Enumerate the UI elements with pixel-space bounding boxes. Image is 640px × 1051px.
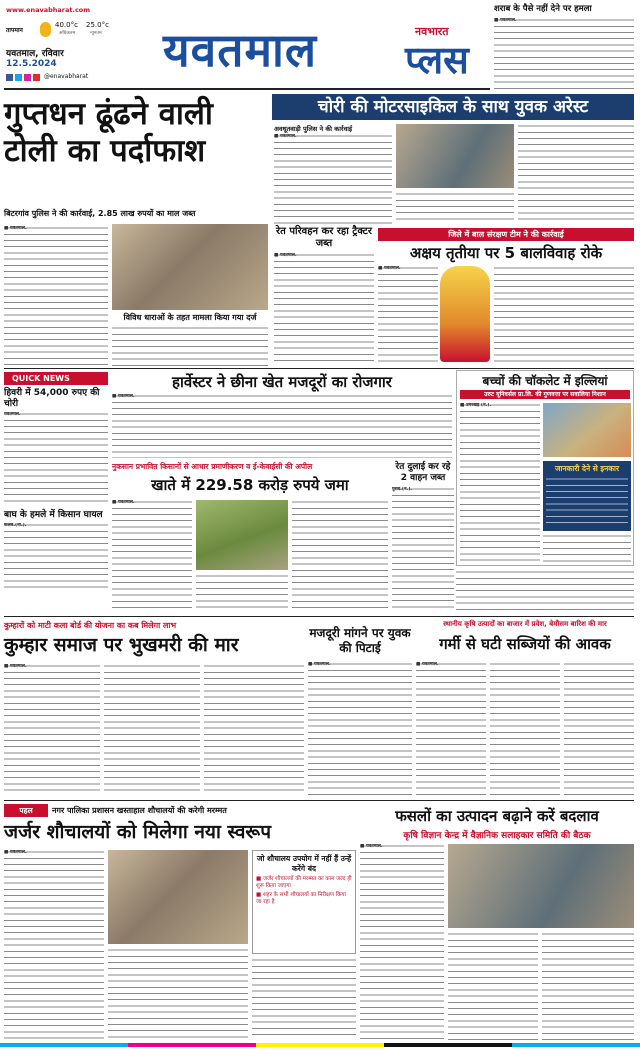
toilet-photo (108, 850, 248, 944)
potters-body-2 (104, 664, 200, 796)
agri-body-3 (542, 932, 634, 1040)
toilet-body (4, 850, 104, 1040)
toilet-body-2 (108, 948, 248, 1040)
sand-dateline: ■ यवतमाल. (274, 253, 297, 258)
crops-dateline: ■ यवतमाल. (112, 500, 135, 505)
quick-item1-body (4, 412, 108, 504)
crops-body-3 (292, 500, 388, 612)
agri-dateline: ■ यवतमाल. (360, 844, 383, 849)
agri-headline: फसलों का उत्पादन बढ़ाने करें बदलाव (395, 807, 599, 825)
quick-news-label: QUICK NEWS (4, 372, 108, 385)
potters-headline: कुम्हार समाज पर भुखमरी की मार (4, 634, 239, 656)
child-headline: अक्षय तृतीया पर 5 बालविवाह रोके (409, 244, 603, 262)
veg-body-2 (490, 662, 560, 796)
social-handle: @enavabharat (44, 73, 89, 80)
quick-item1-title: हिवरी में 54,000 रुपए की चोरी (4, 388, 100, 409)
toilet-bullet-1: ■ जर्जर शौचालयों की मरम्मत का काम जल्द ही शुरू किया जाएगा (256, 876, 352, 889)
toilet-sidebar (252, 850, 356, 954)
toilet-bullet-2: ■ शहर के सभी शौचालयों का निरीक्षण किया जा रहा है (256, 892, 346, 905)
temp-min-label: न्यूनतम (90, 31, 102, 36)
sandprice-headline: रेत दुलाई कर रहे 2 वाहन जब्त (395, 462, 451, 483)
weather-box (6, 20, 156, 42)
print-color-strip (0, 1043, 640, 1047)
agri-body-2 (448, 932, 538, 1040)
masthead-title: यवतमाल (163, 23, 318, 77)
row-rule-2 (4, 616, 634, 617)
youtube-icon[interactable] (33, 74, 40, 81)
chocolate-body-3 (456, 570, 634, 612)
temp-max: 40.0°c (55, 21, 78, 29)
bike-body-2 (396, 192, 514, 224)
quick-item2-title: बाघ के हमले में किसान घायल (4, 510, 103, 520)
chocolate-alert: जानकारी देने से इनकार (554, 464, 620, 473)
child-body-2 (494, 266, 634, 362)
crops-body-2 (196, 574, 288, 612)
crops-headline: खाते में 229.58 करोड़ रुपये जमा (151, 476, 349, 494)
potters-body-3 (204, 664, 304, 796)
bike-body-3 (518, 124, 634, 224)
potters-body (4, 664, 100, 796)
bike-photo (396, 124, 514, 188)
harvester-headline: हार्वेस्टर ने छीना खेत मजदूरों का रोजगार (172, 373, 392, 391)
chocolate-dateline: ■ उमरखेड़ (न.). (460, 403, 492, 408)
bike-dateline: ■ यवतमाल. (274, 134, 297, 139)
quick-news-item-1 (4, 388, 108, 504)
agri-body (360, 844, 444, 1040)
labour-body (308, 662, 412, 796)
sand-body (274, 253, 374, 365)
toilet-kicker: नगर पालिका प्रशासन खस्ताहाल शौचालयों की करेगी मरम्मत (52, 806, 227, 815)
temp-min: 25.0°c (86, 21, 109, 29)
toilet-label: पहल (4, 804, 48, 817)
chocolate-subhead: उरुट यूनिवर्सल प्रा.लि. की गुणवत्ता पर सवालिया निशान (460, 390, 630, 399)
child-kicker-bar (378, 228, 634, 241)
bike-kicker: अवधूतवाड़ी पुलिस ने की कार्रवाई (274, 125, 353, 133)
website-url[interactable]: www.enavabharat.com (6, 6, 91, 14)
temp-max-label: अधिकतम (59, 31, 76, 36)
quick-news-item-2 (4, 510, 108, 589)
city-day: यवतमाल, रविवार (6, 49, 64, 59)
sandprice-dateline: पुसद.(न.). (392, 487, 413, 492)
masthead-rule (4, 88, 490, 90)
bike-headline: चोरी की मोटरसाइकिल के साथ युवक अरेस्ट (317, 97, 589, 117)
sandprice-body (392, 487, 454, 611)
bike-body (274, 134, 392, 224)
child-kicker: जिले में बाल संरक्षण टीम ने की कार्रवाई (448, 230, 564, 239)
brand-big: प्लस (405, 38, 469, 82)
liquor-headline: शराब के पैसे नहीं देने पर हमला (494, 4, 592, 14)
social-bar (6, 73, 156, 83)
bike-headline-bar (272, 94, 634, 120)
crops-body (112, 500, 192, 612)
gold-body (4, 226, 108, 366)
chocolate-body-2 (543, 534, 631, 563)
row-rule-1 (4, 368, 634, 369)
temperature-label: तापमान (6, 27, 23, 34)
child-body (378, 266, 438, 362)
quick-item2-body (4, 523, 108, 589)
chocolate-photo (543, 403, 631, 457)
agri-photo (448, 844, 634, 928)
gold-body-2 (112, 326, 268, 366)
gold-caption: विविध धाराओं के तहत मामला किया गया दर्ज (123, 313, 257, 322)
gold-subhead: बिटरगांव पुलिस ने की कार्रवाई, 2.85 लाख रुपयों का माल जब्त (4, 209, 196, 218)
gold-dateline: ■ यवतमाल. (4, 226, 27, 231)
quick-item1-dateline: यवतमाल. (4, 412, 21, 417)
quick-item2-dateline: कलंब.(ना.). (4, 523, 27, 528)
veg-body-3 (564, 662, 634, 796)
sand-headline: रेत परिवहन कर रहा ट्रैक्टर जब्त (276, 226, 372, 249)
facebook-icon[interactable] (6, 74, 13, 81)
veg-body (416, 662, 486, 796)
gold-photo (112, 224, 268, 310)
instagram-icon[interactable] (24, 74, 31, 81)
child-dateline: ■ यवतमाल. (378, 266, 401, 271)
toilet-sidebar-title: जो शौचालय उपयोग में नहीं हैं उन्हें करेंगे बंद (256, 854, 352, 873)
veg-dateline: ■ यवतमाल. (416, 662, 439, 667)
story-chocolate (456, 370, 634, 566)
story-sand-tractor (274, 226, 374, 366)
brand-small: नवभारत (415, 25, 449, 38)
labour-headline: मजदूरी मांगने पर युवक की पिटाई (309, 626, 411, 655)
chocolate-headline: बच्चों की चॉकलेट में इल्लियां (482, 374, 608, 388)
harvester-dateline: ■ यवतमाल. (112, 394, 135, 399)
edition-date: 12.5.2024 (6, 59, 57, 69)
gold-headline: गुप्तधन ढूंढने वाली टोली का पर्दाफाश (4, 96, 213, 169)
potters-kicker: कुम्हारों को माटी कला बोर्ड की योजना का कब मिलेगा लाभ (4, 621, 177, 630)
chocolate-body (460, 403, 540, 563)
toilet-body-3 (252, 958, 356, 1040)
chocolate-alert-box (543, 461, 631, 531)
story-sand-price (392, 462, 454, 612)
veg-headline: गर्मी से घटी सब्जियों की आवक (439, 635, 611, 653)
crops-photo (196, 500, 288, 570)
chocolate-alert-body (546, 477, 628, 527)
row-rule-3 (4, 800, 634, 801)
thermometer-icon (40, 22, 51, 37)
agri-subhead: कृषि विज्ञान केन्द्र में वैज्ञानिक सलाहकार समिति की बैठक (403, 831, 591, 841)
veg-kicker: स्थानीय कृषि उत्पादों का बाजार में प्रवेश, बेमौसम बारिश की मार (443, 620, 607, 628)
labour-dateline: ■ यवतमाल. (308, 662, 331, 667)
potters-dateline: ■ यवतमाल. (4, 664, 27, 669)
toilet-headline: जर्जर शौचालयों को मिलेगा नया स्वरूप (4, 821, 271, 843)
child-illustration (440, 266, 490, 362)
liquor-dateline: ■ यवतमाल. (494, 18, 517, 23)
twitter-icon[interactable] (15, 74, 22, 81)
crops-kicker: नुकसान प्रभावित किसानों से आधार प्रमाणीकरण व ई-केवाईसी की अपील (112, 462, 313, 471)
harvester-body (112, 394, 452, 458)
toilet-dateline: ■ यवतमाल. (4, 850, 27, 855)
